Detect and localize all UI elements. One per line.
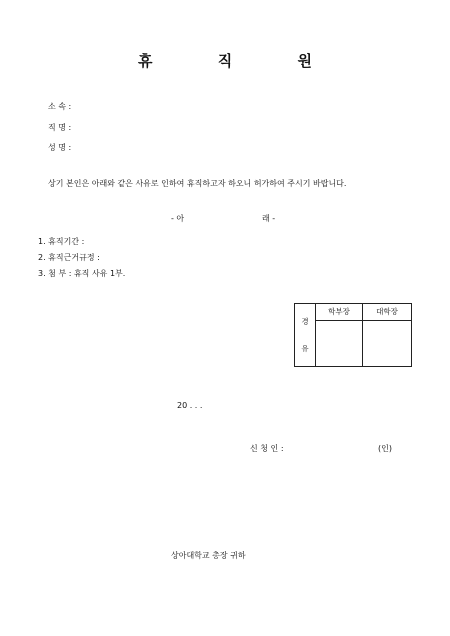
approval-side-top: 경 bbox=[301, 317, 309, 326]
position-label: 직 명 : bbox=[48, 123, 72, 132]
approval-box bbox=[294, 303, 412, 367]
date-line: 20 . . . bbox=[177, 401, 203, 410]
document-title: 휴 직 원 bbox=[138, 52, 342, 70]
addressee-line: 상아대학교 총장 귀하 bbox=[171, 551, 246, 560]
below-heading-right: 래 - bbox=[262, 214, 276, 223]
below-heading-left: - 아 bbox=[171, 214, 185, 223]
name-label: 성 명 : bbox=[48, 143, 72, 152]
approval-side-bottom: 유 bbox=[301, 344, 309, 353]
applicant-label: 신 청 인 : bbox=[250, 444, 284, 453]
approval-col-dean: 대학장 bbox=[376, 307, 398, 316]
request-statement: 상기 본인은 아래와 같은 사유로 인하여 휴직하고자 하오니 허가하여 주시기 바랍니다. bbox=[48, 179, 347, 188]
approval-col-dept-head: 학부장 bbox=[328, 307, 350, 316]
item-leave-period: 1. 휴직기간 : bbox=[38, 237, 85, 246]
seal-mark: (인) bbox=[378, 444, 392, 453]
affiliation-label: 소 속 : bbox=[48, 102, 72, 111]
item-attachment: 3. 첨 부 : 휴직 사유 1부. bbox=[38, 269, 126, 278]
item-leave-regulation: 2. 휴직근거규정 : bbox=[38, 253, 100, 262]
approval-header-divider bbox=[315, 320, 411, 321]
